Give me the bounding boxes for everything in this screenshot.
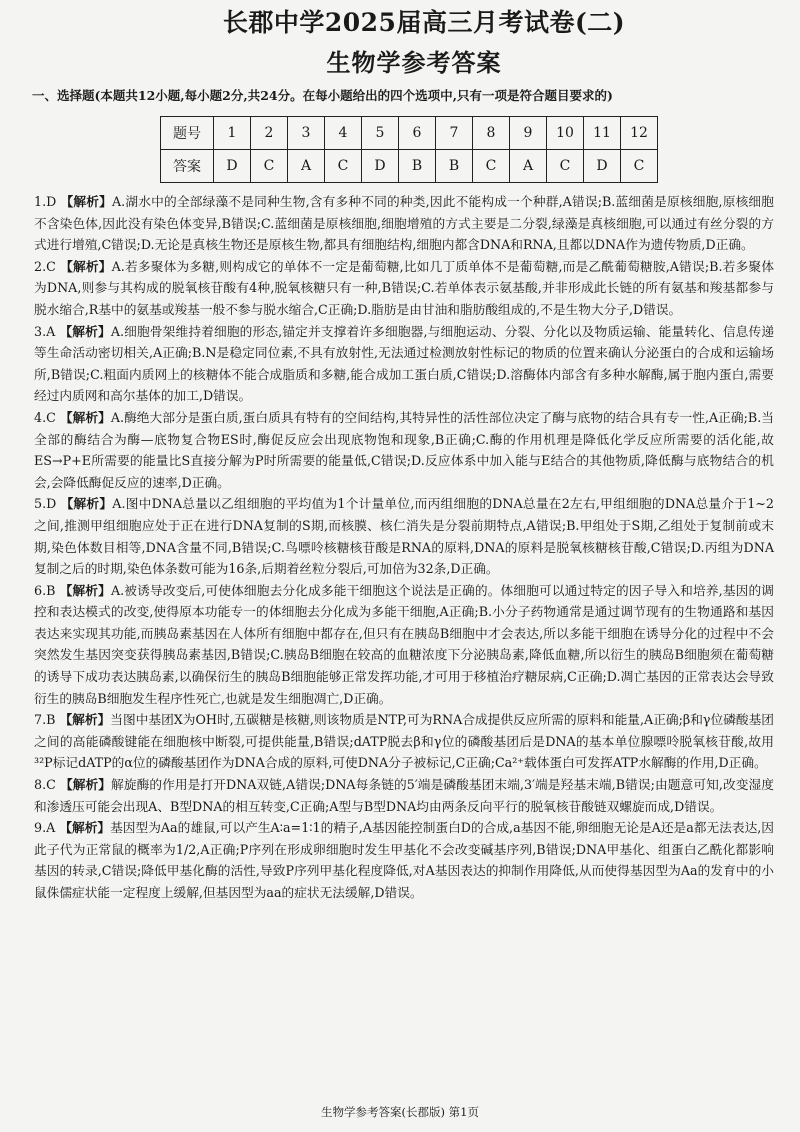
explanation-text: A.若多聚体为多糖,则构成它的单体不一定是葡萄糖,比如几丁质单体不是葡萄糖,而是乙酰葡萄糖胺,A错误;B.若多聚体为DNA,则参与其构成的脱氧核苷酸有4种,脱氧核糖只有一种,B错误;C.若单体表示氨基酸,并非形成此长链的所有氨基和羧基都参与脱水缩合,R基中的氨基或羧基一般不参与脱水缩合,C正确;D.脂肪是由甘油和脂肪酸组成的,不是生物大分子,D错误。 bbox=[34, 258, 775, 317]
table-row-label: 答案 bbox=[161, 150, 214, 183]
answer-letter: B bbox=[399, 150, 436, 183]
explanation-tag: 【解析】 bbox=[59, 582, 111, 598]
explanation-number: 9.A bbox=[34, 820, 56, 836]
explanation-number: 1.D bbox=[34, 194, 57, 209]
explanation-number: 5.D bbox=[34, 496, 57, 512]
explanation-item bbox=[34, 709, 774, 774]
question-number: 11 bbox=[584, 117, 621, 150]
explanation-tag: 【解析】 bbox=[59, 323, 111, 339]
explanation-tag: 【解析】 bbox=[59, 712, 111, 728]
answer-table bbox=[160, 116, 658, 183]
answer-letter: C bbox=[325, 150, 362, 183]
question-number: 6 bbox=[399, 117, 436, 150]
explanation-tag: 【解析】 bbox=[59, 777, 112, 793]
question-number: 10 bbox=[547, 117, 584, 150]
explanation-item bbox=[34, 817, 774, 903]
table-row-label: 题号 bbox=[161, 117, 214, 150]
explanation-list bbox=[34, 191, 774, 904]
explanation-item bbox=[34, 256, 774, 321]
explanation-number: 8.C bbox=[34, 777, 56, 793]
explanation-tag: 【解析】 bbox=[60, 194, 112, 209]
explanation-number: 2.C bbox=[34, 258, 56, 274]
answer-letter: D bbox=[214, 150, 251, 183]
question-number: 3 bbox=[288, 117, 325, 150]
answer-letter: D bbox=[362, 150, 399, 183]
explanation-number: 6.B bbox=[34, 582, 56, 598]
page-title: 长郡中学2025届高三月考试卷(二) bbox=[222, 8, 626, 37]
question-number: 8 bbox=[473, 117, 510, 150]
answer-letter: A bbox=[510, 150, 547, 183]
answer-letter: A bbox=[288, 150, 325, 183]
explanation-text: A.被诱导改变后,可使体细胞去分化成多能干细胞这个说法是正确的。体细胞可以通过特定的因子导入和培养,基因的调控和表达模式的改变,使得原本功能专一的体细胞去分化成为多能干细胞,A正确;B.小分子药物通常是通过调节现有的生物通路和基因表达来实现其功能,而胰岛素基因在人体所有细胞中都存在,但只有在胰岛B细胞中才会表达,所以多能干细胞在诱导分化的过程中不会突然发生基因突变获得胰岛素基因,B错误;C.胰岛B细胞在较高的血糖浓度下分泌胰岛素,降低血糖,所以衍生的胰岛B细胞须在葡萄糖的诱导下成功表达胰岛素,以确保衍生的胰岛B细胞能够正常发挥功能,才可用于移植治疗糖尿病,C正确;D.凋亡基因的正常表达会导致衍生的胰岛B细胞发生程序性死亡,也就是发生细胞凋亡,D正确。 bbox=[34, 582, 774, 706]
explanation-number: 7.B bbox=[34, 712, 56, 728]
answer-table-answer-row bbox=[161, 150, 658, 183]
answer-letter: C bbox=[547, 150, 584, 183]
explanation-text: 当图中基团X为OH时,五碳糖是核糖,则该物质是NTP,可为RNA合成提供反应所需的原料和能量,A正确;β和γ位磷酸基团之间的高能磷酸键能在细胞核中断裂,可提供能量,B错误;dATP脱去β和γ位的磷酸基团后是DNA的基本单位腺嘌呤脱氧核苷酸,故用³²P标记dATP的α位的磷酸基团作为DNA合成的原料,可使DNA分子被标记,C正确;Ca²⁺载体蛋白可发挥ATP水解酶的作用,D正确。 bbox=[34, 712, 774, 771]
explanation-text: 解旋酶的作用是打开DNA双链,A错误;DNA每条链的5′端是磷酸基团末端,3′端是羟基末端,B错误;由题意可知,改变湿度和渗透压可能会出现A、B型DNA的相互转变,C正确;A型与B型DNA均由两条反向平行的脱氧核苷酸链双螺旋而成,D错误。 bbox=[34, 777, 774, 814]
explanation-item bbox=[34, 493, 774, 579]
question-number: 4 bbox=[325, 117, 362, 150]
page-subtitle: 生物学参考答案 bbox=[326, 48, 502, 77]
explanation-tag: 【解析】 bbox=[60, 258, 112, 274]
explanation-tag: 【解析】 bbox=[59, 409, 111, 425]
explanation-number: 4.C bbox=[34, 409, 56, 425]
explanation-item bbox=[34, 580, 774, 710]
explanation-item bbox=[34, 774, 774, 817]
page-footer: 生物学参考答案(长郡版) 第1页 bbox=[321, 1105, 479, 1119]
question-number: 2 bbox=[251, 117, 288, 150]
question-number: 12 bbox=[621, 117, 658, 150]
explanation-text: A.酶绝大部分是蛋白质,蛋白质具有特有的空间结构,其特异性的活性部位决定了酶与底物的结合具有专一性,A正确;B.当全部的酶结合为酶—底物复合物ES时,酶促反应会出现底物饱和现象,B正确;C.酶的作用机理是降低化学反应所需要的活化能,故ES→P+E所需要的能量比S直接分解为P时所需要的能量低,C错误;D.反应体系中加入能与E结合的其他物质,降低酶与底物结合的机会,会降低酶促反应的速率,D正确。 bbox=[34, 409, 774, 490]
answer-letter: D bbox=[584, 150, 621, 183]
explanation-text: A.细胞骨架维持着细胞的形态,锚定并支撑着许多细胞器,与细胞运动、分裂、分化以及物质运输、能量转化、信息传递等生命活动密切相关,A正确;B.N是稳定同位素,不具有放射性,无法通过检测放射性标记的物质的位置来确认分泌蛋白的合成和运输场所,B错误;C.粗面内质网上的核糖体不能合成脂质和多糖,能合成加工蛋白质,C错误;D.溶酶体内部含有多种水解酶,属于胞内蛋白,需要经过内质网和高尔基体的加工,D错误。 bbox=[34, 323, 775, 404]
answer-letter: C bbox=[473, 150, 510, 183]
explanation-item bbox=[34, 321, 774, 407]
section-heading: 一、选择题(本题共12小题,每小题2分,共24分。在每小题给出的四个选项中,只有一项是符合题目要求的) bbox=[32, 88, 613, 103]
explanation-text: A.图中DNA总量以乙组细胞的平均值为1个计量单位,而丙组细胞的DNA总量在2左右,甲组细胞的DNA总量介于1~2之间,推测甲组细胞应处于正在进行DNA复制的S期,而核膜、核仁消失是分裂前期特点,A错误;B.甲组处于S期,乙组处于复制前或末期,染色体数目相等,DNA含量不同,B错误;C.鸟嘌呤核糖核苷酸是RNA的原料,DNA的原料是脱氧核糖核苷酸,C错误;D.丙组为DNA复制之后的时期,染色体条数可能为16条,后期着丝粒分裂后,可加倍为32条,D正确。 bbox=[34, 496, 774, 577]
question-number: 9 bbox=[510, 117, 547, 150]
explanation-tag: 【解析】 bbox=[60, 496, 113, 512]
answer-letter: C bbox=[621, 150, 658, 183]
explanation-item bbox=[34, 191, 774, 256]
answer-letter: C bbox=[251, 150, 288, 183]
explanation-text: A.湖水中的全部绿藻不是同种生物,含有多种不同的种类,因此不能构成一个种群,A错误;B.蓝细菌是原核细胞,原核细胞不含染色体,因此没有染色体变异,B错误;C.蓝细菌是原核细胞,细胞增殖的方式主要是二分裂,绿藻是真核细胞,可以通过有丝分裂的方式进行增殖,C错误;D.无论是真核生物还是原核生物,都具有细胞结构,细胞内都含DNA和RNA,且都以DNA作为遗传物质,D正确。 bbox=[34, 194, 774, 253]
explanation-number: 3.A bbox=[34, 323, 56, 339]
answer-letter: B bbox=[436, 150, 473, 183]
explanation-tag: 【解析】 bbox=[59, 820, 111, 836]
question-number: 7 bbox=[436, 117, 473, 150]
answer-table-number-row bbox=[161, 117, 658, 150]
explanation-text: 基因型为Aa的雄鼠,可以产生A∶a=1∶1的精子,A基因能控制蛋白D的合成,a基因不能,卵细胞无论是A还是a都无法表达,因此子代为正常鼠的概率为1/2,A正确;P序列在形成卵细胞时发生甲基化不会改变碱基序列,B错误;DNA甲基化、组蛋白乙酰化都影响基因的转录,C错误;降低甲基化酶的活性,导致P序列甲基化程度降低,对A基因表达的抑制作用降低,从而使得基因型为Aa的发育中的小鼠侏儒症状能一定程度上缓解,但基因型为aa的症状无法缓解,D错误。 bbox=[34, 820, 774, 900]
explanation-item bbox=[34, 407, 774, 493]
question-number: 1 bbox=[214, 117, 251, 150]
question-number: 5 bbox=[362, 117, 399, 150]
